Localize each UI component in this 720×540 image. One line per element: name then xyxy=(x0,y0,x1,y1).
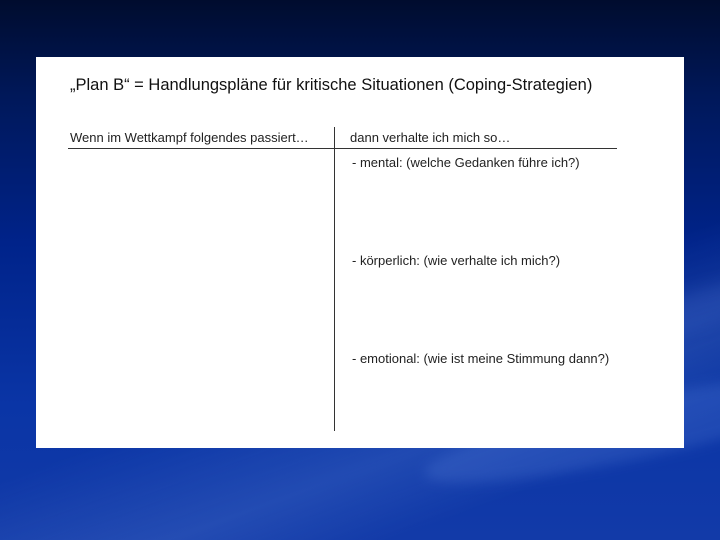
worksheet xyxy=(36,57,684,448)
left-column-header: Wenn im Wettkampf folgendes passiert… xyxy=(70,130,309,145)
column-divider xyxy=(334,127,335,431)
strategy-emotional: - emotional: (wie ist meine Stimmung dann?) xyxy=(352,351,610,366)
right-column-header: dann verhalte ich mich so… xyxy=(350,130,511,145)
worksheet-title: „Plan B“ = Handlungspläne für kritische Situationen (Coping-Strategien) xyxy=(70,76,593,94)
header-divider xyxy=(68,148,617,149)
strategy-mental: - mental: (welche Gedanken führe ich?) xyxy=(352,155,580,170)
strategy-physical: - körperlich: (wie verhalte ich mich?) xyxy=(352,253,561,268)
